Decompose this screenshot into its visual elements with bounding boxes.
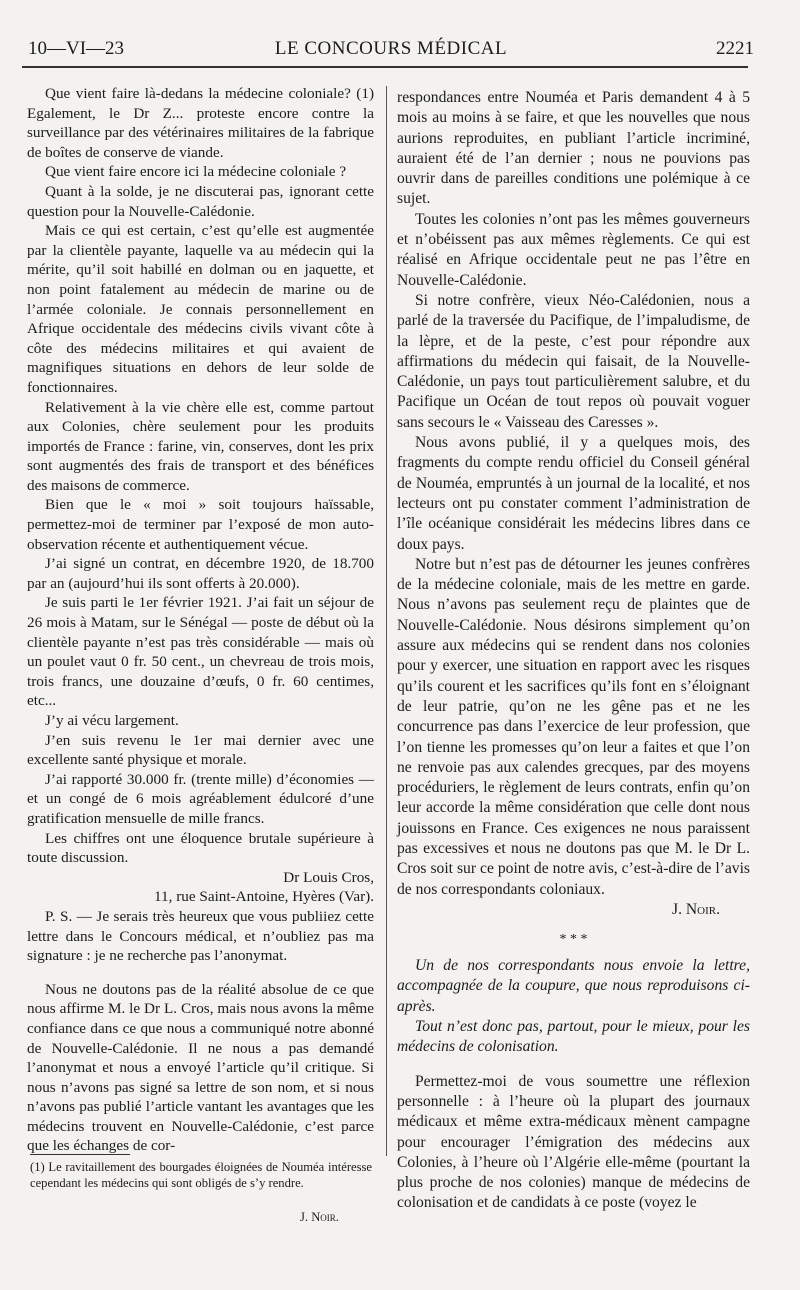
- paragraph: Nous avons publié, il y a quelques mois, des fragments du compte rendu officiel du Conseil général de Nouméa, empruntés à un journal de la localité, et nos lecteurs ont pu constater comment l’administration de l’île océanique considérait les médecins libres dans ce doux pays.: [397, 434, 750, 553]
- postscript: P. S. — Je serais très heureux que vous publiiez cette lettre dans le Concours médical, et n’oubliez pas ma signature : je ne recherche pas l’anonymat.: [27, 907, 374, 965]
- paragraph: Notre but n’est pas de détourner les jeunes confrères de la médecine coloniale, mais de les mettre en garde. Nous n’avons pas seulement reçu de plaintes que de Nouvelle-Calédonie. Nous désirons simplement qu’on assure aux médecins qui se rendent dans nos colonies pour y exercer, une situation en rapport avec les risques qu’ils courent et les sacrifices qu’ils font en s’éloignant de leur patrie, qu’on ne les gêne pas et ne les concurrence pas dans l’exercice de leur profession, que l’on tienne les promesses qu’on leur a faites et que l’on ne renvoie pas aux calendes grecques, par des moyens procéduriers, le règlement de leurs contrats, enfin qu’on leur accorde la même considération que celle dont nous jouissons en France. Ces exigences ne nous paraissent pas excessives et nous ne doutons pas que M. le Dr L. Cros soit sur ce point de notre avis, c’est-à-dire de l’avis de nos correspondants coloniaux.: [397, 555, 750, 898]
- left-column: [27, 84, 374, 1156]
- paragraph: Les chiffres ont une éloquence brutale supérieure à toute discussion.: [27, 829, 374, 867]
- letter-signature-name: Dr Louis Cros,: [283, 868, 374, 886]
- paragraph: Permettez-moi de vous soumettre une réflexion personnelle : à l’heure où la plupart des journaux médicaux et même extra-médicaux mènent campagne pour encourager l’émigration des médecins aux Colonies, à l’heure où l’Algérie elle-même (pourtant la plus proche de nos colonies) manque de médecins de colonisation et de candidats à ce poste (voyez le: [397, 1072, 750, 1212]
- page-number: 2221: [716, 38, 754, 59]
- letter-signature-address: 11, rue Saint-Antoine, Hyères (Var).: [153, 888, 374, 906]
- spacer: [397, 1058, 750, 1072]
- section-asterism: * * *: [559, 932, 588, 948]
- paragraph: J’en suis revenu le 1er mai dernier avec une excellente santé physique et morale.: [27, 731, 374, 769]
- paragraph: Tout n’est donc pas, partout, pour le mieux, pour les médecins de colonisation.: [397, 1018, 750, 1056]
- footnote: [30, 1160, 372, 1191]
- journal-title: LE CONCOURS MÉDICAL: [274, 38, 508, 59]
- footnote-signature: J. Noir.: [300, 1210, 339, 1224]
- paragraph: Quant à la solde, je ne discuterai pas, ignorant cette question pour la Nouvelle-Calédonie.: [27, 182, 374, 220]
- paragraph: Que vient faire encore ici la médecine coloniale ?: [45, 163, 347, 181]
- paragraph: J’ai rapporté 30.000 fr. (trente mille) d’économies — et un congé de 6 mois agréablement édulcoré d’une gratification mensuelle de mille francs.: [27, 770, 374, 827]
- paragraph: J’ai signé un contrat, en décembre 1920, de 18.700 par an (aujourd’hui ils sont offerts à 20.000).: [27, 555, 374, 592]
- paragraph: Toutes les colonies n’ont pas les mêmes gouverneurs et n’obéissent pas aux mêmes règlements. Ce qui est réalisé en Afrique occidentale peut ne pas l’être en Nouvelle-Calédonie.: [397, 210, 750, 289]
- footnote-rule: [30, 1154, 130, 1155]
- editor-intro: [397, 956, 750, 1057]
- paragraph: respondances entre Nouméa et Paris demandent 4 à 5 mois au moins à se faire, et que les nouvelles que nous aurions reproduites, en publiant l’article incriminé, auraient été de l’an dernier ; nous ne pouvions pas ouvrir dans de pareilles conditions une polémique à ce sujet.: [397, 89, 750, 208]
- paragraph: Bien que le « moi » soit toujours haïssable, permettez-moi de terminer par l’exposé de mon auto-observation récente et authentiquement vécue.: [27, 496, 374, 553]
- paragraph: Je suis parti le 1er février 1921. J’ai fait un séjour de 26 mois à Matam, sur le Sénégal — poste de début où la clientèle payante n’est pas très considérable — mais où un poulet vaut 0 fr. 50 cent., un chevreau de trois mois, trois francs, une douzaine d’œufs, 0 fr. 60 centimes, etc...: [27, 594, 374, 710]
- editor-signature: J. Noir.: [672, 900, 720, 918]
- header-date: 10—VI—23: [28, 38, 125, 59]
- right-column: [397, 88, 750, 1214]
- paragraph: J’y ai vécu largement.: [45, 712, 179, 729]
- column-divider: [386, 86, 387, 1156]
- paragraph: Si notre confrère, vieux Néo-Calédonien, nous a parlé de la traversée du Pacifique, de l’impaludisme, de la lèpre, et de la peste, c’est pour répondre aux affirmations du médecin qui faisait, de la Nouvelle-Calédonie, un pays tout particulièrement salubre, et du Pacifique un Océan de tout repos où pouvait voguer sans secours le « Vaisseau des Caresses ».: [397, 291, 750, 431]
- paragraph: Mais ce qui est certain, c’est qu’elle est augmentée par la clientèle payante, laquelle va au médecin qui la mérite, qu’il soit habillé en dolman ou en jaquette, et non point fatalement au médecin de marine ou de l’armée coloniale. Je connais personnellement en Afrique occidentale des médecins civils vivant côte à côte des médecins militaires et qui avaient de magnifiques situations en dehors de leur solde de fonctionnaires.: [27, 222, 374, 396]
- paragraph: Relativement à la vie chère elle est, comme partout aux Colonies, chère seulement pour les produits importés de France : farine, vin, conserves, dont les prix sont augmentés des frais de transport et des bénéfices des maisons de commerce.: [27, 398, 374, 494]
- footnote-text: (1) Le ravitaillement des bourgades éloignées de Nouméa intéresse cependant les médecins qui sont obligés de s’y rendre.: [30, 1160, 372, 1190]
- paragraph: Que vient faire là-dedans la médecine coloniale? (1) Egalement, le Dr Z... proteste encore contre la surveillance par des vétérinaires militaires de la fabrique de boîtes de conserve de viande.: [27, 85, 374, 161]
- running-header: [28, 38, 754, 60]
- paragraph: Nous ne doutons pas de la réalité absolue de ce que nous affirme M. le Dr L. Cros, mais nous avons la même confiance dans ce que nous a communiqué notre abonné de Nouvelle-Calédonie. Il ne nous a pas demandé l’anonymat et nous a envoyé l’article qu’il critique. Si nous n’avons pas signé sa lettre de son nom, et si nous n’avons pas publié l’article vantant les avantages que les médecins trouvent en Nouvelle-Calédonie, c’est parce que les échanges de cor-: [27, 980, 374, 1155]
- paragraph: Un de nos correspondants nous envoie la lettre, accompagnée de la coupure, que nous reproduisons ci-après.: [397, 957, 750, 1015]
- spacer: [27, 966, 374, 980]
- header-rule: [22, 66, 748, 68]
